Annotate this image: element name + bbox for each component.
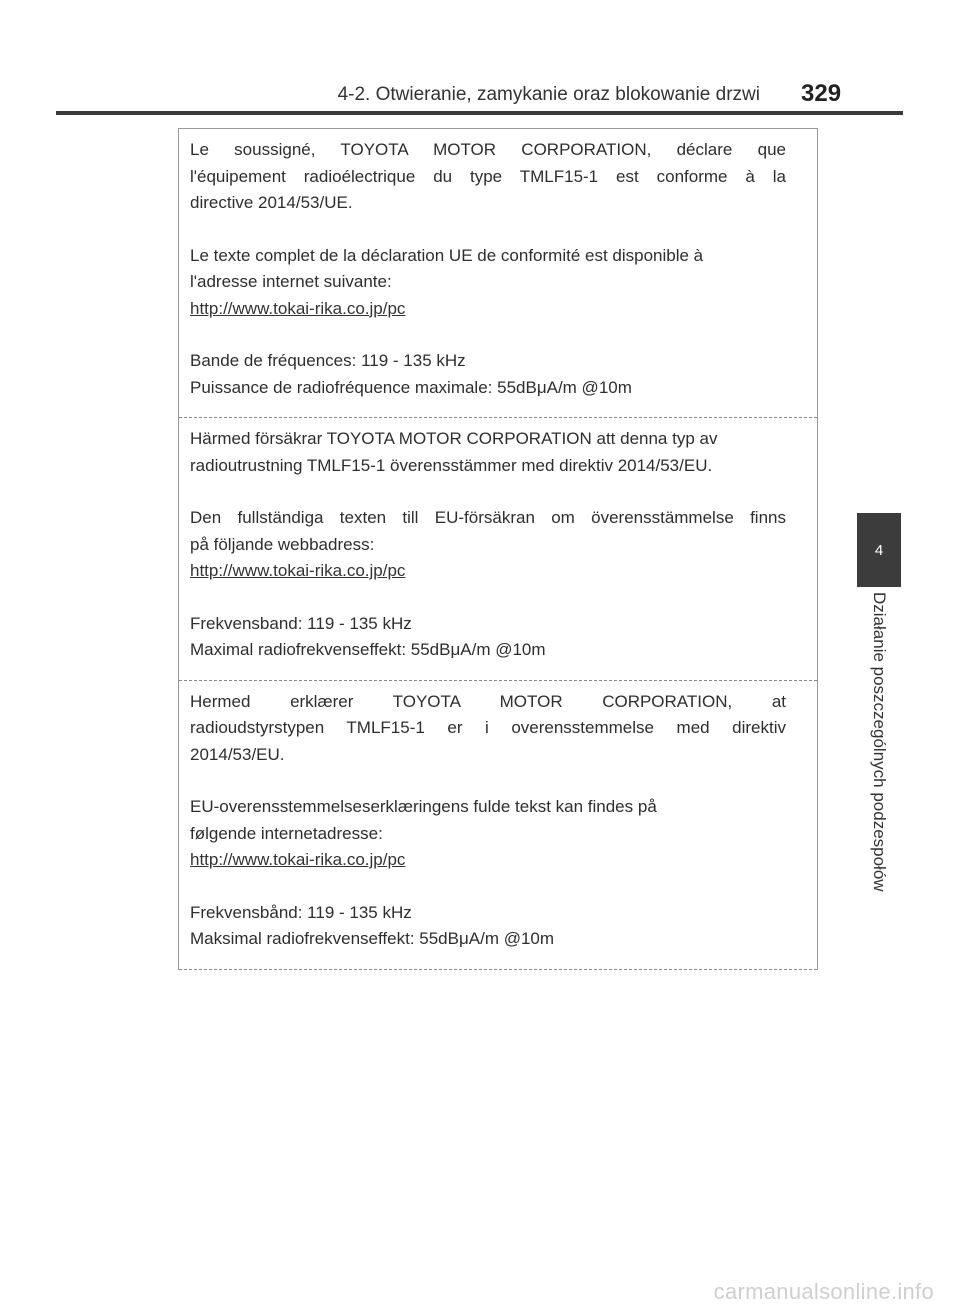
header-rule	[56, 111, 903, 115]
max-power: Maximal radiofrekvenseffekt: 55dBμA/m @10m	[190, 640, 546, 659]
declaration-text-line: følgende internetadresse:	[190, 823, 383, 843]
declaration-swedish	[179, 418, 817, 681]
declaration-text-line: directive 2014/53/UE.	[190, 193, 353, 212]
declaration-url-link[interactable]: http://www.tokai-rika.co.jp/pc	[190, 850, 406, 869]
declaration-text-line: Den fullständiga texten till EU-försäkran om överensstämmelse finns	[190, 508, 786, 527]
max-power: Puissance de radiofréquence maximale: 55dBμA/m @10m	[190, 377, 632, 397]
declaration-url-link[interactable]: http://www.tokai-rika.co.jp/pc	[190, 561, 406, 580]
max-power: Maksimal radiofrekvenseffekt: 55dBμA/m @10m	[190, 929, 555, 948]
chapter-tab: 4	[857, 513, 901, 587]
declaration-text-line: Hermed erklærer TOYOTA MOTOR CORPORATION, at	[190, 691, 786, 711]
declaration-text-line: Le texte complet de la déclaration UE de conformité est disponible à	[190, 245, 704, 265]
page-number: 329	[801, 80, 842, 107]
chapter-title: Działanie poszczególnych podzespołów	[870, 592, 889, 892]
declaration-text-line: 2014/53/EU.	[190, 744, 285, 764]
declaration-url-link[interactable]: http://www.tokai-rika.co.jp/pc	[190, 298, 406, 318]
declaration-text-line: Le soussigné, TOYOTA MOTOR CORPORATION, déclare que	[190, 140, 786, 159]
frequency-band: Bande de fréquences: 119 - 135 kHz	[190, 351, 466, 370]
declaration-text-line: l'adresse internet suivante:	[190, 272, 392, 291]
frequency-band: Frekvensbånd: 119 - 135 kHz	[190, 902, 412, 922]
declaration-french	[179, 129, 817, 418]
declaration-text-line: radioutrustning TMLF15-1 överensstämmer med direktiv 2014/53/EU.	[190, 455, 713, 475]
declaration-text-line: på följande webbadress:	[190, 534, 375, 554]
declaration-text-line: l'équipement radioélectrique du type TMLF15-1 est conforme à la	[190, 166, 786, 186]
declarations-box	[178, 128, 818, 970]
running-header-title: 4-2. Otwieranie, zamykanie oraz blokowanie drzwi	[337, 84, 760, 105]
watermark: carmanualsonline.info	[713, 1279, 934, 1304]
declaration-text-line: radioudstyrstypen TMLF15-1 er i overensstemmelse med direktiv	[190, 718, 786, 737]
declaration-danish	[179, 681, 817, 970]
declaration-text-line: Härmed försäkrar TOYOTA MOTOR CORPORATION att denna typ av	[190, 429, 718, 448]
frequency-band: Frekvensband: 119 - 135 kHz	[190, 613, 412, 633]
declaration-text-line: EU-overensstemmelseserklæringens fulde tekst kan findes på	[190, 797, 657, 816]
